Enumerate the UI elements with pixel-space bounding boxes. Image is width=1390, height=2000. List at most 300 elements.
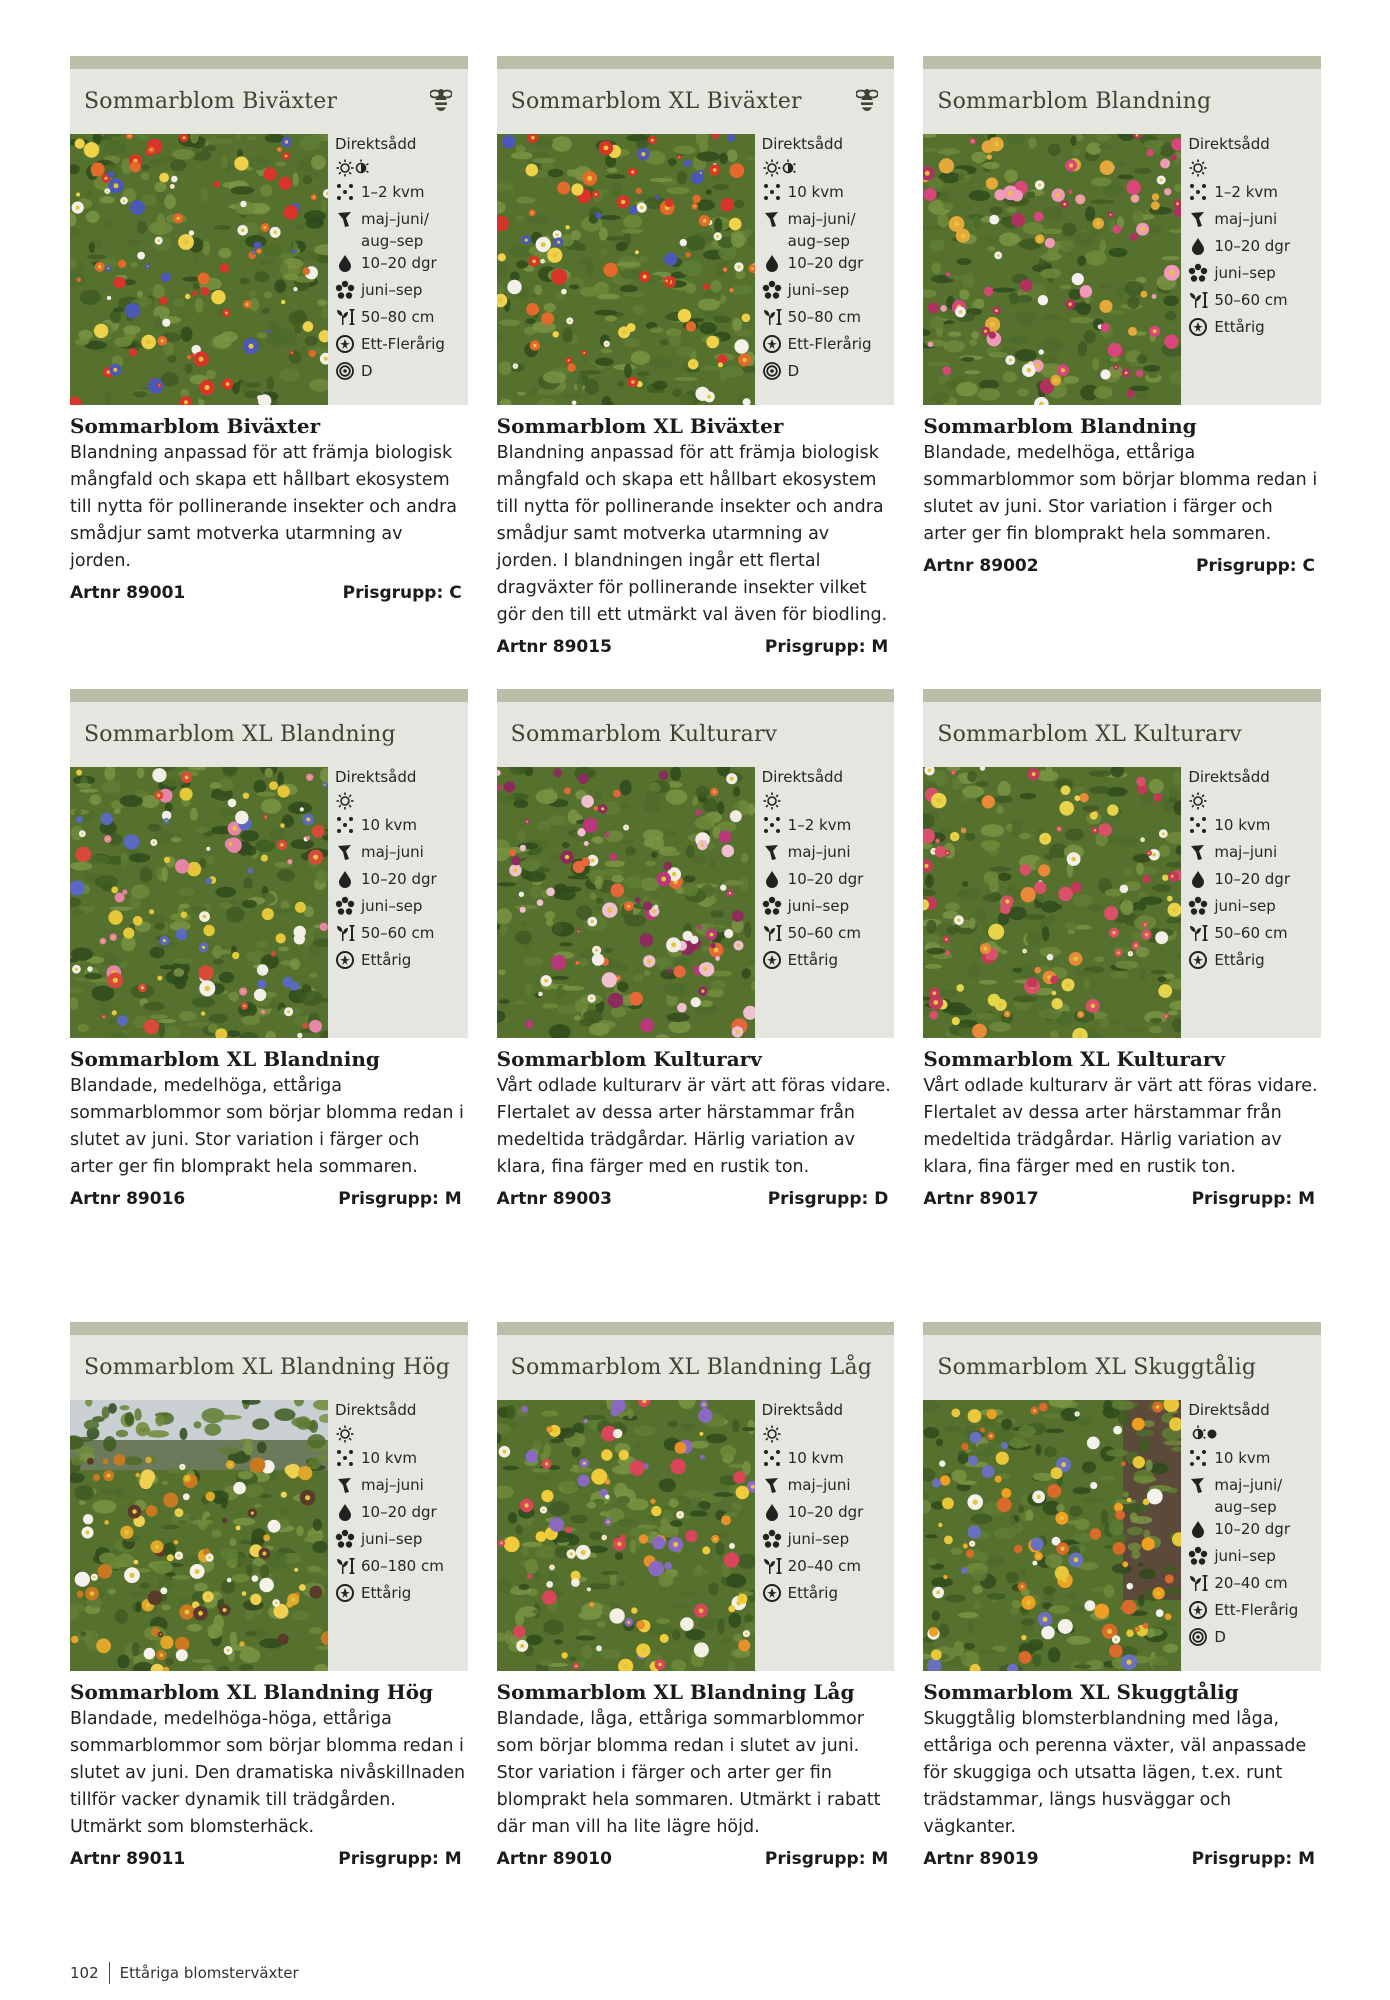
artnr-value: 89015 [552,637,612,657]
plant-height-icon [1188,290,1208,310]
area-icon [1188,182,1208,202]
sowing-time-icon [335,842,355,862]
flower-photo [497,767,755,1038]
spec-sowing-time [1188,841,1318,868]
card-body [70,134,468,405]
spec-sowing-time-value: maj–juni/ aug–sep [787,210,856,250]
product-name: Sommarblom Biväxter [70,414,321,438]
prisgrupp-label: Prisgrupp: [1191,1189,1293,1209]
germination-temp-icon [1188,1519,1208,1539]
spec-lifecycle [335,333,465,360]
spec-plant-height-value: 50–80 cm [787,308,861,326]
spec-plant-height-value: 50–60 cm [1214,924,1288,942]
flower-photo [70,1400,328,1671]
card-header [70,1322,468,1400]
germination-temp-icon [335,869,355,889]
flower-photo [70,134,328,405]
area-icon [335,1448,355,1468]
spec-list [762,1400,892,1609]
prisgrupp-value: M [444,1189,462,1209]
sun-exposure-icon [335,154,465,181]
sun-exposure-icon [335,1420,465,1447]
spec-area [762,181,892,208]
card-header [923,1322,1321,1400]
area-icon [1188,815,1208,835]
spec-bloom-time-value: juni–sep [787,1530,850,1548]
spec-plant-height [762,306,892,333]
spec-plant-height-value: 50–80 cm [361,308,435,326]
sowing-time-icon [335,1475,355,1495]
lifecycle-icon [335,1583,355,1603]
spec-lifecycle-value: Ettårig [361,951,412,969]
spec-lifecycle-value: Ett-Flerårig [361,335,445,353]
card-header [497,689,895,767]
spec-sowing-time-value: maj–juni [787,1476,851,1494]
product-name: Sommarblom XL Kulturarv [923,1047,1226,1071]
artnr-value: 89010 [552,1849,612,1869]
spec-lifecycle-value: Ett-Flerårig [787,335,872,353]
spec-area-value: 1–2 kvm [787,816,852,834]
product-card [70,1322,468,1955]
germination-temp-icon [762,1502,782,1522]
card-title: Sommarblom XL Skuggtålig [937,1355,1257,1380]
spec-area [762,814,892,841]
spec-lifecycle-value: Ett-Flerårig [1214,1601,1299,1619]
plant-height-icon [335,923,355,943]
spec-area-value: 10 kvm [361,816,418,834]
spec-sowing-time-value: maj–juni [1214,210,1278,228]
price-group [1192,1189,1315,1209]
germination-temp-icon [1188,869,1208,889]
spec-plant-height [1188,289,1318,316]
spec-zone-value: D [1214,1628,1226,1646]
spec-plant-height-value: 50–60 cm [787,924,861,942]
spec-lifecycle-value: Ettårig [1214,951,1265,969]
artnr-value: 89001 [126,583,186,603]
spec-bloom-time-value: juni–sep [787,897,850,915]
plant-height-icon [762,307,782,327]
germination-temp-icon [335,253,355,273]
card-header [497,1322,895,1400]
spec-germination-temp [762,868,892,895]
lifecycle-icon [762,1583,782,1603]
spec-bloom-time [762,279,892,306]
prisgrupp-value: C [1302,556,1316,576]
spec-bloom-time [1188,895,1318,922]
spec-list [335,1400,465,1609]
spec-germination-temp [762,252,892,279]
prisgrupp-label: Prisgrupp: [1196,556,1297,576]
article-number [923,1189,1038,1209]
artnr-value: 89003 [552,1189,612,1209]
card-body [70,1400,468,1671]
product-meta [923,1849,1321,1869]
product-meta [497,1849,895,1869]
spec-germination-temp-value: 10–20 dgr [787,870,864,888]
sowing-time-icon [1188,842,1208,862]
spec-bloom-time-value: juni–sep [361,1530,423,1548]
prisgrupp-label: Prisgrupp: [338,1849,439,1869]
bloom-time-icon [335,896,355,916]
spec-germination-temp [1188,235,1318,262]
sowing-time-icon [762,209,782,229]
card-title: Sommarblom XL Blandning [84,722,396,747]
price-group [768,1189,889,1209]
article-number [923,556,1038,576]
product-card [497,1322,895,1955]
product-description: Blandade, låga, ettåriga sommarblommor som börjar blomma redan i slutet av juni. Stor variation i färger och arter ger fin blomprakt hela sommaren. Utmärkt i rabatt där man vill ha lite lägre höjd. [496,1709,881,1837]
spec-bloom-time-value: juni–sep [1214,264,1276,282]
prisgrupp-value: M [444,1849,462,1869]
spec-lifecycle [1188,316,1318,343]
card-body [497,767,895,1038]
card-header [70,689,468,767]
lifecycle-icon [762,334,782,354]
artnr-label: Artnr [70,1849,121,1869]
price-group [1196,556,1315,576]
spec-germination-temp-value: 10–20 dgr [1214,1520,1290,1538]
card-title: Sommarblom XL Kulturarv [937,722,1242,747]
price-group [343,583,462,603]
prisgrupp-label: Prisgrupp: [764,637,866,657]
prisgrupp-value: M [871,1849,889,1869]
spec-lifecycle [762,1582,892,1609]
card-title: Sommarblom XL Blandning Låg [510,1355,873,1380]
spec-zone [335,360,465,387]
product-description: Blandade, medelhöga-höga, ettåriga sommarblommor som börjar blomma redan i slutet av juni. Den dramatiska nivåskillnaden tillför vacker dynamik till trädgården. Utmärkt som blomsterhäck. [70,1709,466,1837]
article-number [70,1849,185,1869]
sun-exposure-icon [1188,787,1318,814]
card-title: Sommarblom Kulturarv [510,722,778,747]
spec-bloom-time [335,1528,465,1555]
spec-bloom-time-value: juni–sep [361,281,423,299]
card-body [497,134,895,405]
price-group [765,637,888,657]
spec-lifecycle [762,333,892,360]
lifecycle-icon [1188,950,1208,970]
spec-list [1188,767,1318,976]
spec-germination-temp [762,1501,892,1528]
article-number [497,637,612,657]
product-card [70,689,468,1322]
product-meta [923,556,1321,576]
spec-bloom-time-value: juni–sep [787,281,850,299]
spec-lifecycle-value: Ettårig [361,1584,412,1602]
bloom-time-icon [335,280,355,300]
spec-plant-height [762,922,892,949]
spec-plant-height [335,306,465,333]
sowing-time-icon [762,842,782,862]
spec-area [762,1447,892,1474]
germination-temp-icon [1188,236,1208,256]
prisgrupp-label: Prisgrupp: [764,1849,866,1869]
area-icon [762,815,782,835]
spec-germination-temp-value: 10–20 dgr [787,254,864,272]
flower-photo [497,1400,755,1671]
bee-icon [430,86,452,114]
spec-area-value: 10 kvm [787,183,844,201]
germination-temp-icon [335,1502,355,1522]
area-icon [335,182,355,202]
plant-height-icon [762,923,782,943]
product-card [923,1322,1321,1955]
artnr-value: 89011 [126,1849,186,1869]
product-description: Blandning anpassad för att främja biologisk mångfald och skapa ett hållbart ekosystem till nytta för pollinerande insekter och andra smådjur samt motverka utarmning av jorden. I blandningen ingår ett flertal dragväxter för pollinerande insekter vilket gör den till ett utmärkt val även för biodling. [496,443,888,625]
plant-height-icon [335,307,355,327]
zone-icon [1188,1627,1208,1647]
product-card [497,689,895,1322]
prisgrupp-label: Prisgrupp: [342,583,444,603]
artnr-label: Artnr [923,556,974,576]
area-icon [762,1448,782,1468]
price-group [765,1849,888,1869]
bloom-time-icon [762,280,782,300]
spec-plant-height-value: 50–60 cm [1214,291,1288,309]
prisgrupp-label: Prisgrupp: [767,1189,869,1209]
sowing-method: Direktsådd [335,1401,417,1419]
spec-plant-height [762,1555,892,1582]
article-number [923,1849,1038,1869]
area-icon [762,182,782,202]
spec-bloom-time [1188,1545,1318,1572]
lifecycle-icon [1188,317,1208,337]
spec-germination-temp [335,1501,465,1528]
spec-bloom-time [1188,262,1318,289]
spec-plant-height-value: 20–40 cm [1214,1574,1288,1592]
spec-list [1188,1400,1318,1653]
card-title: Sommarblom XL Blandning Hög [84,1355,451,1380]
sowing-method: Direktsådd [761,1401,844,1419]
artnr-label: Artnr [70,1189,121,1209]
product-meta [70,583,468,603]
spec-sowing-time [335,1474,465,1501]
sun-exposure-icon [1188,1420,1318,1447]
product-grid [70,56,1321,1955]
sowing-method: Direktsådd [1188,1401,1270,1419]
card-header [923,56,1321,134]
product-description: Vårt odlade kulturarv är värt att föras vidare. Flertalet av dessa arter härstammar från medeltida trädgårdar. Härlig variation av klara, fina färger med en rustik ton. [923,1076,1318,1177]
plant-height-icon [762,1556,782,1576]
product-card [70,56,468,689]
bloom-time-icon [1188,1546,1208,1566]
spec-lifecycle [762,949,892,976]
product-row [70,689,1321,1322]
sowing-time-icon [1188,1475,1208,1495]
sowing-time-icon [335,209,355,229]
spec-bloom-time [762,895,892,922]
product-card [497,56,895,689]
flower-photo [923,1400,1181,1671]
card-header [70,56,468,134]
zone-icon [335,361,355,381]
bloom-time-icon [1188,263,1208,283]
bloom-time-icon [1188,896,1208,916]
spec-sowing-time [762,1474,892,1501]
spec-plant-height [335,1555,465,1582]
product-description: Blandade, medelhöga, ettåriga sommarblommor som börjar blomma redan i slutet av juni. Stor variation i färger och arter ger fin blomprakt hela sommaren. [923,443,1318,544]
bee-icon [856,86,878,114]
plant-height-icon [1188,923,1208,943]
section-name: Ettåriga blomsterväxter [119,1964,299,1982]
spec-lifecycle-value: Ettårig [787,1584,838,1602]
card-title: Sommarblom XL Biväxter [510,89,802,114]
sowing-method: Direktsådd [1188,135,1270,153]
spec-area-value: 1–2 kvm [1214,183,1278,201]
bloom-time-icon [762,1529,782,1549]
card-body [923,1400,1321,1671]
product-card [923,56,1321,689]
spec-plant-height [1188,922,1318,949]
artnr-label: Artnr [923,1189,974,1209]
germination-temp-icon [762,253,782,273]
spec-sowing-time [1188,1474,1318,1518]
product-name: Sommarblom XL Skuggtålig [923,1680,1239,1704]
spec-sowing-time [762,841,892,868]
flower-photo [497,134,755,405]
spec-area [335,181,465,208]
product-description: Skuggtålig blomsterblandning med låga, ettåriga och perenna växter, väl anpassade för skuggiga och utsatta lägen, t.ex. runt trädstammar, längs husväggar och vägkanter. [923,1709,1307,1837]
spec-list [335,134,465,387]
spec-sowing-time-value: maj–juni [1214,843,1278,861]
card-body [923,134,1321,405]
spec-sowing-time-value: maj–juni [361,843,424,861]
spec-sowing-time-value: maj–juni [361,1476,424,1494]
germination-temp-icon [762,869,782,889]
spec-plant-height-value: 50–60 cm [361,924,435,942]
spec-area-value: 10 kvm [787,1449,844,1467]
article-number [497,1189,612,1209]
spec-list [762,767,892,976]
spec-germination-temp [335,252,465,279]
product-meta [70,1849,468,1869]
spec-germination-temp-value: 10–20 dgr [1214,870,1290,888]
spec-area-value: 10 kvm [1214,816,1271,834]
artnr-value: 89002 [979,556,1039,576]
prisgrupp-value: M [871,637,889,657]
product-description: Blandade, medelhöga, ettåriga sommarblommor som börjar blomma redan i slutet av juni. Stor variation i färger och arter ger fin blomprakt hela sommaren. [70,1076,464,1177]
spec-lifecycle-value: Ettårig [1214,318,1265,336]
plant-height-icon [335,1556,355,1576]
area-icon [335,815,355,835]
spec-plant-height-value: 20–40 cm [787,1557,861,1575]
spec-germination-temp [1188,1518,1318,1545]
sowing-time-icon [762,1475,782,1495]
sun-exposure-icon [335,787,465,814]
spec-plant-height [1188,1572,1318,1599]
spec-sowing-time [335,841,465,868]
prisgrupp-value: C [449,583,462,603]
article-number [70,583,185,603]
article-number [497,1849,612,1869]
footer-divider [109,1962,110,1984]
spec-zone-value: D [787,362,800,380]
prisgrupp-value: D [874,1189,889,1209]
product-meta [497,1189,895,1209]
card-body [497,1400,895,1671]
spec-area [1188,814,1318,841]
product-row [70,1322,1321,1955]
zone-icon [762,361,782,381]
sun-exposure-icon [762,154,892,181]
spec-list [335,767,465,976]
product-name: Sommarblom Kulturarv [496,1047,762,1071]
product-name: Sommarblom XL Biväxter [496,414,784,438]
article-number [70,1189,185,1209]
spec-bloom-time-value: juni–sep [1214,897,1276,915]
card-header [497,56,895,134]
spec-sowing-time [335,208,465,252]
spec-bloom-time-value: juni–sep [361,897,423,915]
artnr-label: Artnr [923,1849,974,1869]
spec-zone [1188,1626,1318,1653]
flower-photo [70,767,328,1038]
spec-germination-temp-value: 10–20 dgr [361,254,437,272]
plant-height-icon [1188,1573,1208,1593]
spec-bloom-time [335,279,465,306]
price-group [338,1189,461,1209]
prisgrupp-value: M [1298,1189,1316,1209]
product-row [70,56,1321,689]
prisgrupp-label: Prisgrupp: [1191,1849,1293,1869]
spec-zone [762,360,892,387]
artnr-label: Artnr [496,637,547,657]
spec-germination-temp-value: 10–20 dgr [361,1503,437,1521]
spec-bloom-time [335,895,465,922]
flower-photo [923,767,1181,1038]
spec-area [335,814,465,841]
spec-area [1188,181,1318,208]
spec-germination-temp-value: 10–20 dgr [1214,237,1290,255]
spec-bloom-time [762,1528,892,1555]
product-card [923,689,1321,1322]
spec-zone-value: D [361,362,373,380]
spec-area [1188,1447,1318,1474]
spec-sowing-time [1188,208,1318,235]
spec-list [1188,134,1318,343]
product-name: Sommarblom XL Blandning Hög [70,1680,434,1704]
product-meta [70,1189,468,1209]
spec-area [335,1447,465,1474]
spec-lifecycle [1188,1599,1318,1626]
spec-plant-height [335,922,465,949]
artnr-value: 89019 [979,1849,1039,1869]
product-name: Sommarblom Blandning [923,414,1197,438]
lifecycle-icon [762,950,782,970]
spec-germination-temp-value: 10–20 dgr [787,1503,864,1521]
sun-exposure-icon [1188,154,1318,181]
spec-area-value: 10 kvm [361,1449,418,1467]
flower-photo [923,134,1181,405]
sun-exposure-icon [762,787,892,814]
spec-plant-height-value: 60–180 cm [361,1557,444,1575]
spec-area-value: 1–2 kvm [361,183,425,201]
product-name: Sommarblom XL Blandning [70,1047,380,1071]
sowing-method: Direktsådd [761,135,844,153]
area-icon [1188,1448,1208,1468]
artnr-value: 89016 [126,1189,186,1209]
spec-sowing-time [762,208,892,252]
page-footer [70,1962,299,1984]
card-body [70,767,468,1038]
spec-sowing-time-value: maj–juni [787,843,851,861]
lifecycle-icon [335,334,355,354]
spec-bloom-time-value: juni–sep [1214,1547,1276,1565]
artnr-label: Artnr [496,1849,547,1869]
sowing-method: Direktsådd [335,768,417,786]
sowing-method: Direktsådd [1188,768,1270,786]
card-title: Sommarblom Biväxter [84,89,338,114]
spec-germination-temp [335,868,465,895]
